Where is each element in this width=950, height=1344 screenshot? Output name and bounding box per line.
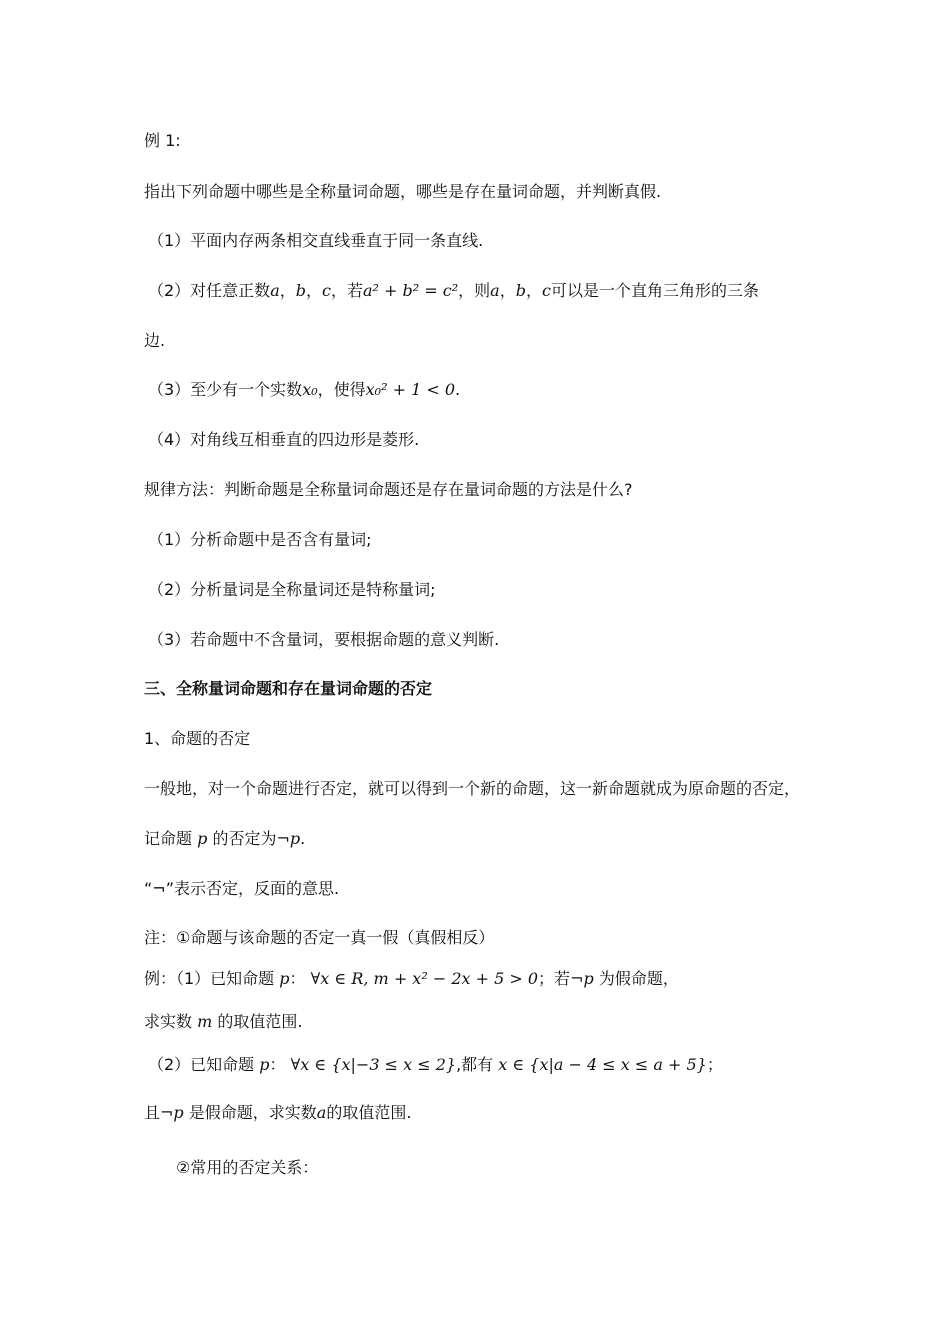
- item3-end: .: [455, 380, 461, 399]
- ex2-end: ；: [706, 1055, 723, 1074]
- ruo: ，若: [330, 281, 363, 300]
- var-c: c: [322, 281, 331, 300]
- neg-p: ¬p: [570, 969, 594, 988]
- example-negation-2-cont: [144, 1102, 411, 1124]
- var-a: a: [490, 281, 500, 300]
- item2-rest: 可以是一个直角三角形的三条: [550, 281, 759, 300]
- example-item-2-cont: 边.: [144, 331, 166, 350]
- example-negation-1-cont: [144, 1011, 302, 1033]
- var-m: m: [197, 1012, 213, 1031]
- example-negation-2: [148, 1054, 723, 1076]
- formula-2: ∀x ∈ {x|−3 ≤ x ≤ 2}: [290, 1055, 457, 1074]
- colon: ：: [289, 969, 306, 988]
- example-instruction: 指出下列命题中哪些是全称量词命题，哪些是存在量词命题，并判断真假.: [144, 182, 662, 201]
- example-item-1: （1）平面内存两条相交直线垂直于同一条直线.: [148, 231, 484, 250]
- pythagorean-equation: a² + b² = c²: [363, 281, 459, 300]
- ex2b-prefix: 且: [144, 1103, 161, 1122]
- comma: ，: [525, 281, 542, 300]
- comma: ，: [499, 281, 516, 300]
- note-2: ②常用的否定关系：: [176, 1158, 319, 1177]
- inequality: x₀² + 1 < 0: [365, 380, 456, 399]
- ex1b-end: 的取值范围.: [217, 1012, 303, 1031]
- ex2b-end: 的取值范围.: [326, 1103, 412, 1122]
- example-title: 例 1:: [144, 131, 181, 150]
- var-b: b: [295, 281, 306, 300]
- subsection-title: 1、命题的否定: [144, 729, 251, 748]
- para2-mid: 的否定为: [212, 829, 277, 848]
- ex1-prefix: 例：（1）已知命题: [144, 969, 275, 988]
- paragraph-1: 一般地，对一个命题进行否定，就可以得到一个新的命题，这一新命题就成为原命题的否定，: [144, 779, 801, 798]
- paragraph-3: “¬”表示否定，反面的意思.: [144, 879, 340, 898]
- comma: ，: [279, 281, 296, 300]
- ze: ，则: [458, 281, 491, 300]
- ex2-prefix: （2）已知命题: [148, 1055, 255, 1074]
- example-negation-1: [144, 968, 679, 990]
- rule-item-3: （3）若命题中不含量词，要根据命题的意义判断.: [148, 630, 500, 649]
- neg-p: ¬p: [276, 829, 301, 848]
- var-x0: x₀: [302, 380, 318, 399]
- para2-end: .: [300, 829, 306, 848]
- paragraph-2: [144, 828, 305, 850]
- neg-p: ¬p: [160, 1103, 184, 1122]
- note-1: 注：①命题与该命题的否定一真一假（真假相反）: [144, 928, 495, 947]
- colon: ：: [269, 1055, 286, 1074]
- item2-prefix: （2）对任意正数: [148, 281, 271, 300]
- var-a: a: [270, 281, 280, 300]
- ex1-mid: ；若: [538, 969, 571, 988]
- rule-item-2: （2）分析量词是全称量词还是特称量词;: [148, 580, 436, 599]
- item3-prefix: （3）至少有一个实数: [148, 380, 303, 399]
- var-b: b: [515, 281, 526, 300]
- var-p: p: [279, 969, 290, 988]
- ex2-mid: ,都有: [456, 1055, 494, 1074]
- var-p: p: [259, 1055, 270, 1074]
- para2-prefix: 记命题: [144, 829, 193, 848]
- comma: ，: [306, 281, 323, 300]
- rule-item-1: （1）分析命题中是否含有量词;: [148, 530, 372, 549]
- formula-3: x ∈ {x|a − 4 ≤ x ≤ a + 5}: [498, 1055, 707, 1074]
- ex1-end: 为假命题，: [598, 969, 679, 988]
- example-item-3: [148, 379, 460, 401]
- ex2b-mid: 是假命题，求实数: [188, 1103, 317, 1122]
- item3-mid: ，使得: [317, 380, 366, 399]
- var-p: p: [197, 829, 208, 848]
- example-item-2: [148, 280, 759, 302]
- section-heading: 三、全称量词命题和存在量词命题的否定: [144, 679, 433, 698]
- var-a: a: [316, 1103, 327, 1122]
- example-item-4: （4）对角线互相垂直的四边形是菱形.: [148, 430, 420, 449]
- var-c: c: [541, 281, 551, 300]
- ex1b-prefix: 求实数: [144, 1012, 193, 1031]
- formula-1: ∀x ∈ R, m + x² − 2x + 5 > 0: [310, 969, 539, 988]
- rule-title: 规律方法：判断命题是全称量词命题还是存在量词命题的方法是什么?: [144, 480, 633, 499]
